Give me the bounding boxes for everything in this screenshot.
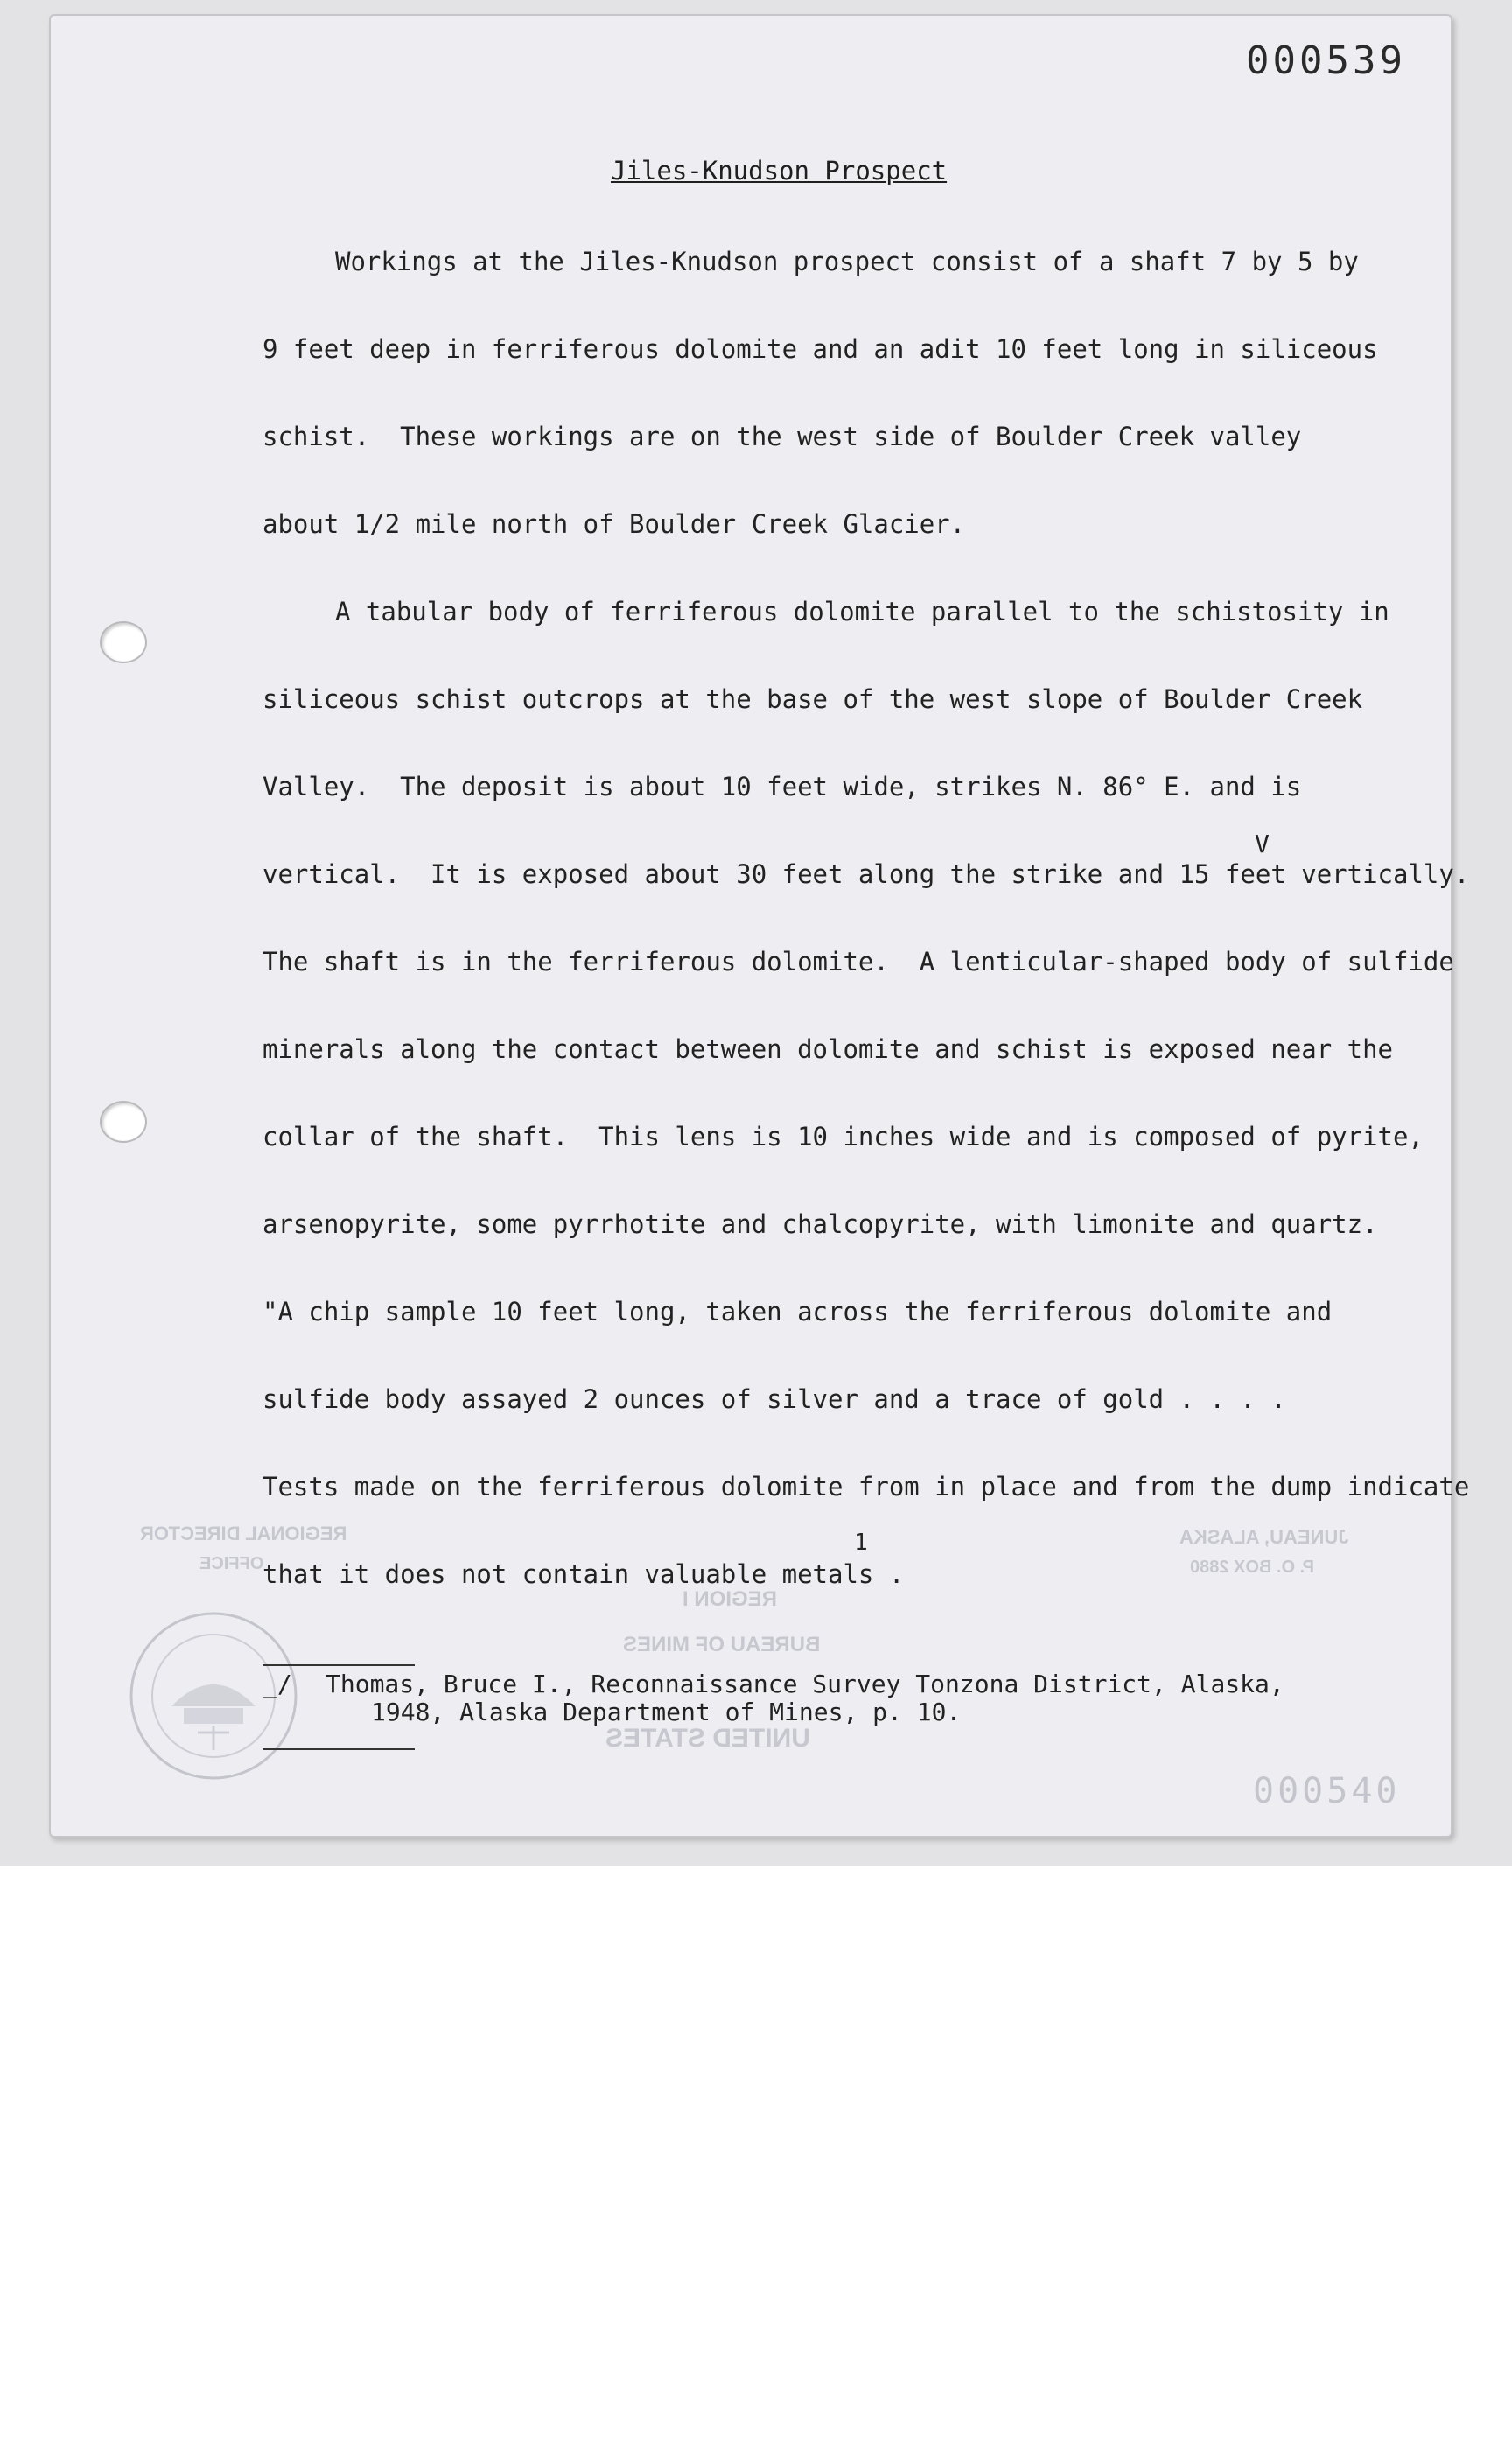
- bleed-page-number: 000540: [1253, 1771, 1401, 1811]
- bleed-stamp-right2: P. O. BOX 2880: [1190, 1558, 1314, 1577]
- body-line: Valley. The deposit is about 10 feet wide, strikes N. 86° E. and is: [262, 772, 1302, 802]
- bleed-stamp-line4: BUREAU OF MINES: [623, 1633, 821, 1656]
- body-line: minerals along the contact between dolomite and schist is exposed near the: [262, 1034, 1394, 1064]
- body-line: Tests made on the ferriferous dolomite from in place and from the dump indicate: [262, 1472, 1470, 1502]
- body-line: The shaft is in the ferriferous dolomite. A lenticular-shaped body of sulfide: [262, 947, 1454, 976]
- footnote-line2: 1948, Alaska Department of Mines, p. 10.: [371, 1698, 962, 1726]
- body-line: sulfide body assayed 2 ounces of silver and a trace of gold . . . .: [262, 1384, 1286, 1414]
- body-line: 9 feet deep in ferriferous dolomite and an adit 10 feet long in siliceous: [262, 334, 1378, 364]
- body-line: about 1/2 mile north of Boulder Creek Glacier.: [262, 509, 966, 539]
- body-line: that it does not contain valuable metals .: [262, 1559, 905, 1589]
- body-line: "A chip sample 10 feet long, taken across the ferriferous dolomite and: [262, 1297, 1333, 1326]
- footnote-line1: Thomas, Bruce I., Reconnaissance Survey Tonzona District, Alaska,: [326, 1670, 1284, 1698]
- binder-hole-bottom: [100, 1101, 147, 1143]
- footnote-marker: _/: [262, 1670, 292, 1698]
- document-title: Jiles-Knudson Prospect: [611, 156, 948, 186]
- page-number: 000539: [1246, 38, 1406, 83]
- bleed-stamp-line3: REGION I: [682, 1587, 778, 1611]
- body-line: collar of the shaft. This lens is 10 inches wide and is composed of pyrite,: [262, 1122, 1424, 1152]
- bleed-stamp-line1: REGIONAL DIRECTOR: [140, 1522, 347, 1544]
- binder-hole-top: [100, 621, 147, 663]
- body-line: schist. These workings are on the west side of Boulder Creek valley: [262, 422, 1302, 452]
- bleed-stamp-line5: UNITED STATES: [606, 1724, 810, 1753]
- footnote-reference: 1: [854, 1530, 868, 1556]
- body-line: A tabular body of ferriferous dolomite parallel to the schistosity in: [335, 597, 1390, 626]
- body-line: Workings at the Jiles-Knudson prospect consist of a shaft 7 by 5 by: [335, 247, 1359, 276]
- bleed-stamp-right1: JUNEAU, ALASKA: [1180, 1526, 1349, 1548]
- bleed-stamp-line2: OFFICE: [200, 1554, 264, 1573]
- body-line: siliceous schist outcrops at the base of the west slope of Boulder Creek: [262, 684, 1363, 714]
- body-line: arsenopyrite, some pyrrhotite and chalcopyrite, with limonite and quartz.: [262, 1209, 1378, 1239]
- footnote-rule-bottom: [262, 1748, 415, 1750]
- handwritten-correction-mark: V: [1255, 830, 1270, 858]
- body-line: vertical. It is exposed about 30 feet along the strike and 15 feet vertically.: [262, 859, 1470, 889]
- footnote-rule-top: [262, 1664, 415, 1666]
